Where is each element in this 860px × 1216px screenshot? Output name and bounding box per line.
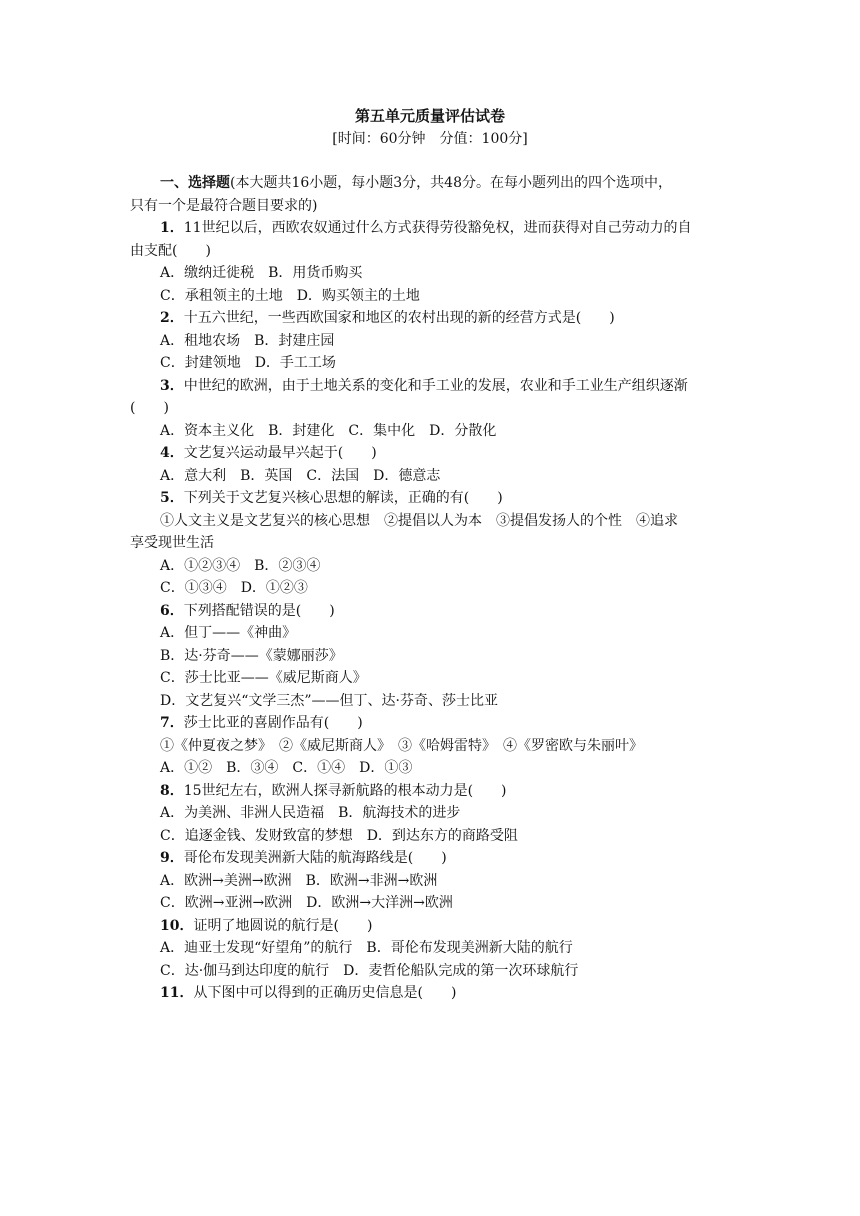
section-note-cont: 只有一个是最符合题目要求的) — [130, 197, 318, 214]
options-line: A．缴纳迁徙税 B．用货币购买 — [160, 265, 363, 281]
question-number: 2． — [160, 310, 184, 326]
options-line: D．文艺复兴“文学三杰”——但丁、达·芬奇、莎士比亚 — [160, 692, 498, 709]
options-line: A．欧洲→美洲→欧洲 B．欧洲→非洲→欧洲 — [160, 872, 438, 889]
options-line: A．为美洲、非洲人民造福 B．航海技术的进步 — [160, 805, 461, 821]
question-text: 哥伦布发现美洲新大陆的航海路线是( ) — [183, 850, 447, 866]
question-text: 11世纪以后，西欧农奴通过什么方式获得劳役豁免权，进而获得对自己劳动力的自 — [183, 220, 692, 236]
statements-line: ①人文主义是文艺复兴的核心思想 ②提倡以人为本 ③提倡发扬人的个性 ④追求 — [160, 512, 678, 529]
question-text: 十五六世纪，一些西欧国家和地区的农村出现的新的经营方式是( ) — [183, 310, 615, 326]
question-text: 莎士比亚的喜剧作品有( ) — [183, 715, 363, 731]
exam-time-score: [时间：60分钟 分值：100分] — [332, 131, 528, 147]
options-line: A．①② B．③④ C．①④ D．①③ — [160, 760, 413, 776]
question-2 — [130, 307, 740, 330]
question-number: 10． — [160, 917, 194, 934]
options-line: C．封建领地 D．手工工场 — [160, 355, 336, 371]
question-text: 从下图中可以得到的正确历史信息是( ) — [193, 985, 457, 1001]
exam-title: 第五单元质量评估试卷 — [354, 107, 505, 125]
question-1 — [130, 217, 740, 240]
question-8 — [130, 780, 740, 803]
question-number: 1． — [160, 220, 184, 236]
question-number: 5． — [160, 490, 184, 506]
options-line: A．资本主义化 B．封建化 C．集中化 D．分散化 — [160, 422, 497, 439]
question-5 — [130, 487, 740, 510]
options-line: B．达·芬奇——《蒙娜丽莎》 — [160, 647, 343, 664]
options-line: C．欧洲→亚洲→欧洲 D．欧洲→大洋洲→欧洲 — [160, 895, 453, 911]
question-3 — [130, 375, 740, 398]
options-line: C．莎士比亚——《威尼斯商人》 — [160, 670, 367, 686]
question-text-cont: 由支配( ) — [130, 242, 211, 259]
question-number: 3． — [160, 377, 184, 394]
question-text: 文艺复兴运动最早兴起于( ) — [183, 445, 377, 461]
question-text: 证明了地圆说的航行是( ) — [193, 917, 373, 934]
statements-line: ①《仲夏夜之梦》 ②《威尼斯商人》 ③《哈姆雷特》 ④《罗密欧与朱丽叶》 — [160, 737, 643, 754]
options-line: A．①②③④ B．②③④ — [160, 557, 321, 574]
statements-line-cont: 享受现世生活 — [130, 535, 214, 551]
section-note: (本大题共16小题，每小题3分，共48分。在每小题列出的四个选项中， — [230, 175, 672, 191]
question-number: 7． — [160, 715, 184, 731]
question-text: 15世纪左右，欧洲人探寻新航路的根本动力是( ) — [183, 782, 507, 799]
section-intro — [130, 172, 740, 195]
question-6 — [130, 600, 740, 623]
options-line: C．承租领主的土地 D．购买领主的土地 — [160, 287, 420, 304]
options-line: A．意大利 B．英国 C．法国 D．德意志 — [160, 467, 441, 484]
question-number: 9． — [160, 850, 184, 866]
question-number: 8． — [160, 782, 184, 799]
question-11 — [130, 982, 740, 1005]
options-line: C．追逐金钱、发财致富的梦想 D．到达东方的商路受阻 — [160, 827, 518, 844]
question-number: 6． — [160, 602, 184, 619]
question-text-cont: ( ) — [130, 400, 169, 416]
question-text: 中世纪的欧洲，由于土地关系的变化和手工业的发展，农业和手工业生产组织逐渐 — [183, 377, 688, 394]
section-heading: 一、选择题 — [160, 175, 230, 191]
question-number: 11． — [160, 985, 194, 1001]
question-4 — [130, 442, 740, 465]
options-line: A．迪亚士发现“好望角”的航行 B．哥伦布发现美洲新大陆的航行 — [160, 940, 573, 956]
options-line: C．达·伽马到达印度的航行 D．麦哲伦船队完成的第一次环球航行 — [160, 962, 579, 979]
question-7 — [130, 712, 740, 735]
question-10 — [130, 915, 740, 938]
question-9 — [130, 847, 740, 870]
options-line: A．但丁——《神曲》 — [160, 625, 297, 641]
options-line: A．租地农场 B．封建庄园 — [160, 332, 335, 349]
question-number: 4． — [160, 445, 184, 461]
question-text: 下列关于文艺复兴核心思想的解读，正确的有( ) — [183, 490, 503, 506]
question-text: 下列搭配错误的是( ) — [183, 602, 335, 619]
options-line: C．①③④ D．①②③ — [160, 580, 308, 596]
exam-body — [130, 172, 740, 1005]
